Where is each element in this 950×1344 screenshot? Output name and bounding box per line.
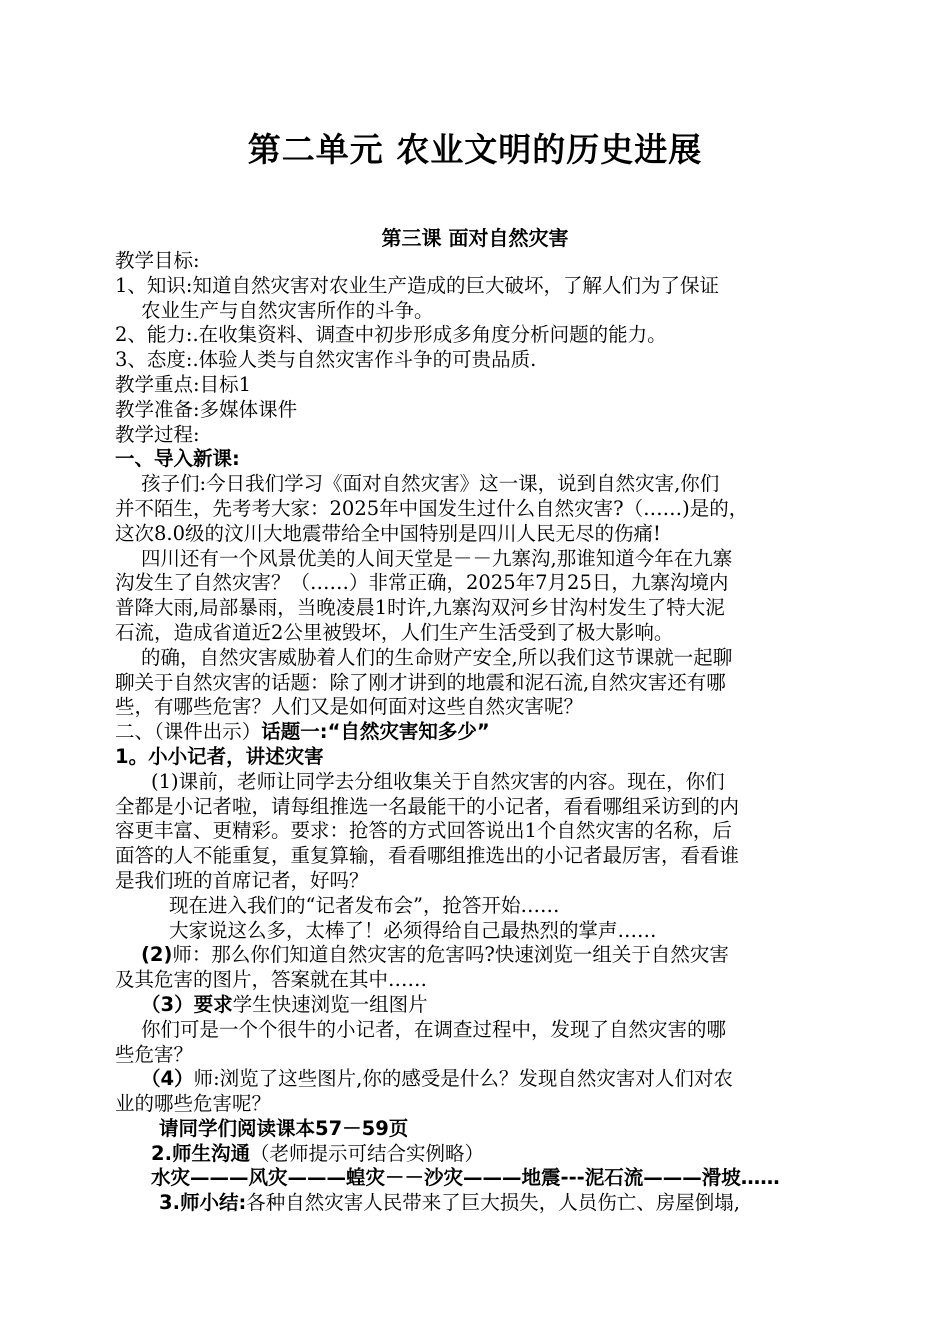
text-line: 教学目标: [115, 249, 200, 272]
text-line: 聊关于自然灾害的话题：除了刚才讲到的地震和泥石流,自然灾害还有哪 [115, 670, 726, 694]
text-line: 你们可是一个个很牛的小记者，在调查过程中，发现了自然灾害的哪 [141, 1017, 727, 1041]
text-line [115, 1067, 840, 1092]
step-label: 3.师小结: [159, 1191, 247, 1215]
step-label: 2.师生沟通 [151, 1141, 250, 1165]
text-line: 石流，造成省道近2公里被毁坏，人们生产生活受到了极大影响。 [115, 620, 674, 644]
disaster-list: 水灾———风灾———蝗灾－－沙灾———地震---泥石流———滑坡…… [151, 1166, 780, 1190]
text-line: 教学过程: [115, 422, 200, 446]
lesson-title: 第三课 面对自然灾害 [381, 226, 569, 250]
text-line: 些危害？ [115, 1042, 194, 1066]
section-number: 二、（课件出示） [115, 720, 262, 744]
text-line: 1、知识:知道自然灾害对农业生产造成的巨大破坏，了解人们为了保证 [115, 273, 719, 297]
step-text: 师：那么你们知道自然灾害的危害吗?快速浏览一组关于自然灾害 [172, 943, 729, 967]
text-line: 四川还有一个风景优美的人间天堂是－－九寨沟,那谁知道今年在九寨 [141, 546, 733, 570]
text-line: 2、能力:.在收集资料、调查中初步形成多角度分析问题的能力。 [115, 323, 667, 347]
text-line: 及其危害的图片，答案就在其中…… [115, 968, 428, 992]
text-line: 孩子们:今日我们学习《面对自然灾害》这一课，说到自然灾害,你们 [141, 472, 720, 496]
text-line: 农业生产与自然灾害所作的斗争。 [141, 298, 434, 322]
text-line: 业的哪些危害呢？ [115, 1092, 272, 1116]
text-line: 教学准备:多媒体课件 [115, 397, 298, 421]
text-line [115, 993, 840, 1018]
text-line: 些，有哪些危害？人们又是如何面对这些自然灾害呢？ [115, 695, 584, 719]
lesson-body [115, 249, 840, 1216]
step-number: （4） [141, 1067, 194, 1091]
step-text: 各种自然灾害人民带来了巨大损失，人员伤亡、房屋倒塌, [246, 1191, 740, 1215]
text-line [115, 1191, 840, 1216]
step-text: 学生快速浏览一组图片 [232, 992, 428, 1016]
section-heading: 1。小小记者，讲述灾害 [115, 744, 324, 768]
text-line: 全都是小记者啦，请每组推选一名最能干的小记者，看看哪组采访到的内 [115, 794, 740, 818]
step-text: 师:浏览了这些图片,你的感受是什么？发现自然灾害对人们对农 [193, 1067, 733, 1091]
text-line: 沟发生了自然灾害？（……）非常正确，2025年7月25日，九寨沟境内 [115, 571, 729, 595]
text-line: 是我们班的首席记者，好吗？ [115, 868, 369, 892]
text-line: 容更丰富、更精彩。要求：抢答的方式回答说出1个自然灾害的名称，后 [115, 819, 732, 843]
text-line [115, 1142, 840, 1167]
reading-instruction: 请同学们阅读课本57－59页 [159, 1116, 409, 1140]
step-number: (2) [141, 943, 173, 967]
text-line [115, 720, 840, 745]
topic-heading: 话题一:“自然灾害知多少” [261, 720, 490, 744]
text-line: 现在进入我们的“记者发布会”，抢答开始…… [169, 893, 560, 917]
text-line: 普降大雨,局部暴雨，当晚凌晨1时许,九寨沟双河乡甘沟村发生了特大泥 [115, 596, 725, 620]
text-line: 这次8.0级的汶川大地震带给全中国特别是四川人民无尽的伤痛! [115, 521, 661, 545]
text-line: 教学重点:目标1 [115, 372, 251, 396]
step-label: （3）要求 [141, 992, 233, 1016]
text-line [115, 943, 840, 968]
step-text: （老师提示可结合实例略） [249, 1141, 484, 1165]
text-line: 面答的人不能重复，重复算输，看看哪组推选出的小记者最厉害，看看谁 [115, 844, 740, 868]
text-line: 并不陌生，先考考大家：2025年中国发生过什么自然灾害?（……)是的， [115, 496, 749, 520]
section-heading: 一、导入新课: [115, 447, 240, 471]
text-line: 3、态度:.体验人类与自然灾害作斗争的可贵品质. [115, 348, 537, 372]
unit-title: 第二单元 农业文明的历史进展 [247, 130, 703, 169]
text-line: 的确，自然灾害威胁着人们的生命财产安全,所以我们这节课就一起聊 [141, 645, 733, 669]
text-line: 大家说这么多，太棒了！必须得给自己最热烈的掌声…… [169, 918, 657, 942]
text-line: (1)课前，老师让同学去分组收集关于自然灾害的内容。现在，你们 [151, 769, 725, 793]
